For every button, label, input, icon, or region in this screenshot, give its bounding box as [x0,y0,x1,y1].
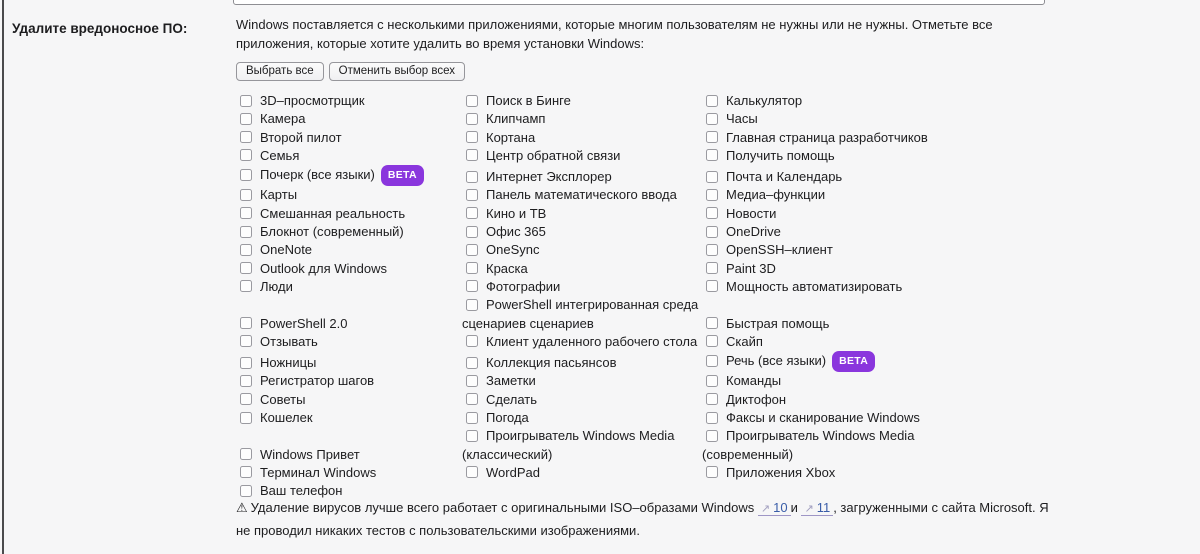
app-option[interactable] [702,316,829,331]
app-label: Ваш телефон [260,483,343,499]
app-label: Команды [726,373,782,389]
app-label: Сделать [486,391,538,407]
app-label: Windows Привет [260,446,360,462]
app-label: Заметки [486,373,536,389]
app-option[interactable] [462,93,571,108]
app-label: Клипчамп [486,111,546,127]
app-option[interactable] [702,353,875,368]
field-label: Удалите вредоносное ПО: [12,21,188,36]
app-checkbox[interactable] [240,169,252,181]
app-label: Отзывать [260,333,318,349]
description-text: Windows поставляется с несколькими приложениями, которые многим пользователям не нужны или не нужны. Отметьте все приложения, которые хотите удалить во время установки Windows: [236,17,993,51]
windows-11-iso-link[interactable] [801,500,833,516]
external-link-icon: ↗ [760,503,771,515]
app-option[interactable] [462,410,529,425]
app-checkbox[interactable] [240,412,252,424]
app-checkbox[interactable] [466,113,478,125]
windows-10-iso-link[interactable] [758,500,791,516]
app-checkbox[interactable] [240,280,252,292]
app-row [236,165,974,186]
app-label: Почта и Календарь [726,169,843,185]
app-checkbox[interactable] [240,335,252,347]
app-row [236,333,974,351]
app-label: Приложения Xbox [726,464,836,480]
app-row [236,205,974,223]
app-label: Paint 3D [726,260,776,276]
app-row [236,427,974,464]
app-checkbox[interactable] [466,335,478,347]
app-option[interactable] [462,334,697,349]
beta-badge: BETA [381,165,424,186]
app-row [236,351,974,372]
app-checkbox[interactable] [240,149,252,161]
app-option[interactable] [702,373,781,388]
app-row [236,296,974,333]
app-option[interactable] [702,410,920,425]
app-row [236,372,974,390]
app-checkbox[interactable] [706,207,718,219]
app-label: Ножницы [260,355,317,371]
app-row [236,391,974,409]
app-option[interactable] [462,187,677,202]
app-option[interactable] [236,93,365,108]
app-checkbox[interactable] [706,244,718,256]
app-checkbox[interactable] [240,95,252,107]
app-label: Люди [260,278,293,294]
apps-table-body [236,92,974,501]
app-option[interactable] [702,130,928,145]
app-row [236,409,974,427]
app-row [236,241,974,259]
deselect-all-button[interactable]: Отменить выбор всех [329,62,465,81]
app-checkbox[interactable] [706,412,718,424]
app-option[interactable] [236,465,376,480]
app-checkbox[interactable] [240,393,252,405]
app-option[interactable] [462,297,698,330]
app-label: Камера [260,111,306,127]
app-checkbox[interactable] [240,189,252,201]
app-checkbox[interactable] [706,171,718,183]
app-option[interactable] [702,206,776,221]
app-checkbox[interactable] [466,171,478,183]
app-checkbox[interactable] [706,466,718,478]
app-option[interactable] [236,410,313,425]
apps-table [236,92,974,501]
app-option[interactable] [236,242,312,257]
app-label: OneDrive [726,224,781,240]
app-option[interactable] [236,111,305,126]
app-checkbox[interactable] [706,149,718,161]
app-checkbox[interactable] [706,226,718,238]
footnote-text-before: Удаление вирусов лучше всего работает с оригинальными ISO–образами Windows [250,500,755,515]
app-checkbox[interactable] [466,149,478,161]
app-checkbox[interactable] [706,95,718,107]
app-checkbox[interactable] [706,393,718,405]
app-option[interactable] [462,261,528,276]
footnote [236,497,1058,542]
top-text-input[interactable] [233,0,1045,5]
app-checkbox[interactable] [240,466,252,478]
app-label: OneNote [260,242,313,258]
app-option[interactable] [702,224,781,239]
app-label: Центр обратной связи [486,147,621,163]
app-option[interactable] [462,279,560,294]
app-checkbox[interactable] [466,226,478,238]
app-label: WordPad [486,464,540,480]
selection-buttons [236,62,465,81]
app-option[interactable] [702,169,842,184]
external-link-icon: ↗ [804,503,814,515]
app-checkbox[interactable] [240,207,252,219]
app-checkbox[interactable] [240,317,252,329]
app-row [236,186,974,204]
app-label: Погода [486,410,529,426]
app-option[interactable] [236,187,297,202]
app-option[interactable] [702,465,835,480]
app-option[interactable] [702,93,802,108]
app-label: 3D–просмотрщик [260,93,365,108]
app-label: Кортана [486,129,536,145]
windows-11-iso-link-label: 11 [816,500,831,515]
app-label: Диктофон [726,391,787,407]
app-option[interactable] [462,169,612,184]
app-option[interactable] [236,206,405,221]
app-option[interactable] [462,392,537,407]
app-option[interactable] [702,148,835,163]
app-label: Часы [726,111,758,127]
app-checkbox[interactable] [466,299,478,311]
app-option[interactable] [462,206,546,221]
app-label: Речь (все языки) [726,353,827,369]
app-checkbox[interactable] [240,131,252,143]
app-label: Офис 365 [486,224,546,240]
app-checkbox[interactable] [466,430,478,442]
app-label: Новости [726,205,777,221]
app-label: OneSync [486,242,540,258]
app-option[interactable] [702,334,763,349]
app-label: Почерк (все языки) [260,167,375,183]
app-row [236,92,974,110]
app-option[interactable] [702,111,758,126]
app-option[interactable] [236,334,318,349]
app-label: Советы [260,391,306,407]
app-checkbox[interactable] [240,113,252,125]
panel-left-border [2,0,4,554]
app-label: PowerShell 2.0 [260,315,348,331]
app-checkbox[interactable] [240,485,252,497]
app-label: Быстрая помощь [726,315,830,331]
app-option[interactable] [702,279,902,294]
app-label: Медиа–функции [726,187,826,203]
app-option[interactable] [236,483,342,498]
app-label: Второй пилот [260,129,342,145]
beta-badge: BETA [832,351,875,372]
app-checkbox[interactable] [240,244,252,256]
footnote-text-between: и [790,500,798,515]
app-checkbox[interactable] [466,280,478,292]
app-label: OpenSSH–клиент [726,242,833,258]
app-option[interactable] [462,428,674,461]
app-checkbox[interactable] [706,430,718,442]
app-option[interactable] [462,373,536,388]
app-label: Проигрыватель Windows Media (современный) [702,428,915,462]
app-label: Коллекция пасьянсов [486,355,617,371]
app-checkbox[interactable] [706,355,718,367]
app-label: PowerShell интегрированная среда сценариев сценариев [462,297,699,331]
app-option[interactable] [236,316,347,331]
app-option[interactable] [702,187,825,202]
app-checkbox[interactable] [240,357,252,369]
app-checkbox[interactable] [466,95,478,107]
app-checkbox[interactable] [706,375,718,387]
app-label: Регистратор шагов [260,373,375,389]
app-checkbox[interactable] [466,131,478,143]
app-label: Скайп [726,333,763,349]
app-option[interactable] [702,261,776,276]
app-option[interactable] [462,111,545,126]
app-label: Outlook для Windows [260,260,387,276]
app-option[interactable] [236,447,360,462]
app-checkbox[interactable] [706,189,718,201]
app-checkbox[interactable] [240,448,252,460]
app-row [236,147,974,165]
app-label: Интернет Эксплорер [486,169,612,185]
app-option[interactable] [236,148,299,163]
app-option[interactable] [702,428,914,461]
app-checkbox[interactable] [466,357,478,369]
app-row [236,129,974,147]
app-row [236,278,974,296]
app-label: Терминал Windows [260,464,377,480]
app-label: Фотографии [486,278,561,294]
app-label: Клиент удаленного рабочего стола [486,333,698,349]
app-option[interactable] [236,392,305,407]
app-checkbox[interactable] [466,466,478,478]
app-option[interactable] [236,130,342,145]
app-checkbox[interactable] [466,412,478,424]
app-label: Получить помощь [726,147,835,163]
app-option[interactable] [702,392,786,407]
app-option[interactable] [462,465,540,480]
app-checkbox[interactable] [466,189,478,201]
app-option[interactable] [236,224,404,239]
app-label: Блокнот (современный) [260,224,404,240]
app-option[interactable] [462,355,617,370]
app-checkbox[interactable] [706,280,718,292]
app-label: Краска [486,260,528,276]
app-checkbox[interactable] [466,393,478,405]
app-label: Панель математического ввода [486,187,677,203]
app-label: Мощность автоматизировать [726,278,903,294]
warning-icon: ⚠ [236,500,248,515]
app-checkbox[interactable] [240,226,252,238]
app-option[interactable] [462,242,539,257]
app-checkbox[interactable] [706,262,718,274]
app-checkbox[interactable] [706,131,718,143]
app-option[interactable] [236,279,293,294]
app-option[interactable] [462,224,546,239]
app-label: Кошелек [260,410,313,426]
app-label: Факсы и сканирование Windows [726,410,920,426]
app-checkbox[interactable] [706,113,718,125]
app-option[interactable] [462,130,535,145]
app-checkbox[interactable] [466,207,478,219]
app-label: Главная страница разработчиков [726,129,928,145]
app-checkbox[interactable] [706,335,718,347]
windows-10-iso-link-label: 10 [773,500,788,515]
app-row [236,110,974,128]
app-label: Семья [260,147,300,163]
footnote-text-after: , загруженными с сайта Microsoft. Я не проводил никаких тестов с пользовательскими изображениями. [236,500,1049,538]
app-row [236,223,974,241]
app-checkbox[interactable] [466,375,478,387]
app-checkbox[interactable] [466,262,478,274]
app-label: Проигрыватель Windows Media (классический) [462,428,675,462]
app-checkbox[interactable] [240,262,252,274]
app-option[interactable] [236,261,387,276]
app-label: Смешанная реальность [260,205,406,221]
app-checkbox[interactable] [466,244,478,256]
app-option[interactable] [462,148,620,163]
app-option[interactable] [236,373,374,388]
app-label: Калькулятор [726,93,803,108]
select-all-button[interactable]: Выбрать все [236,62,324,81]
app-checkbox[interactable] [240,375,252,387]
app-option[interactable] [236,167,424,182]
app-option[interactable] [236,355,316,370]
app-label: Карты [260,187,298,203]
app-row [236,464,974,482]
app-label: Поиск в Бинге [486,93,571,108]
app-row [236,260,974,278]
app-option[interactable] [702,242,833,257]
app-checkbox[interactable] [706,317,718,329]
app-label: Кино и ТВ [486,205,547,221]
